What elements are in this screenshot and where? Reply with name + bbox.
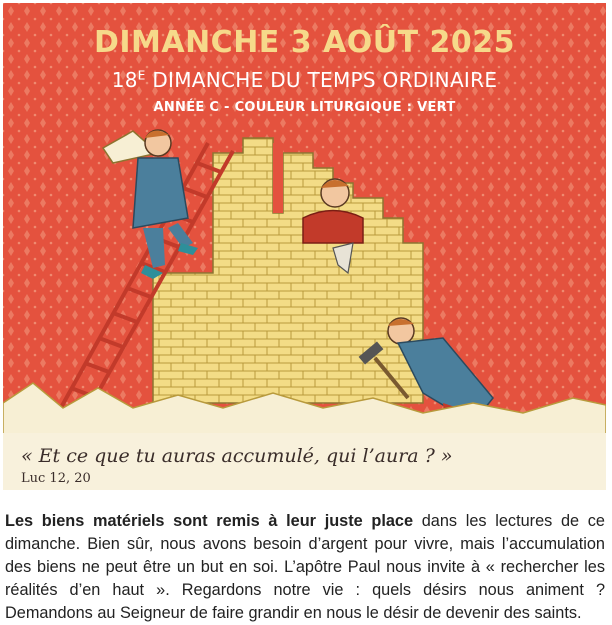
subtitle-superscript: E <box>137 68 146 83</box>
meta-separator: - <box>219 100 235 115</box>
reflection-paragraph <box>5 510 605 625</box>
scripture-quote: « Et ce que tu auras accumulé, qui l’aura ? » <box>21 445 453 467</box>
liturgical-color: COULEUR LITURGIQUE : VERT <box>234 100 456 115</box>
liturgical-year: ANNÉE C <box>153 100 220 115</box>
reflection-lead: Les biens matériels sont remis à leur juste place <box>5 512 414 530</box>
page-title: DIMANCHE 3 AOÛT 2025 <box>93 25 516 60</box>
reflection-body: dans les lectures de ce dimanche. Bien sûr, nous avons besoin d’argent pour vivre, mais l’accumulation des biens ne peut être un but en soi. L’apôtre Paul nous invite à « rechercher les réalités d’en haut ». Regardons notre vie : quels désirs nous animent ? Demandons au Seigneur de faire grandir en nous le désir de devenir des saints. <box>5 512 605 622</box>
liturgical-meta <box>3 100 606 115</box>
illustration-banner <box>3 3 606 490</box>
subtitle-text: DIMANCHE DU TEMPS ORDINAIRE <box>145 68 498 92</box>
scripture-reference: Luc 12, 20 <box>21 471 91 486</box>
subtitle-number: 18 <box>111 68 138 92</box>
liturgical-subtitle <box>3 68 606 92</box>
